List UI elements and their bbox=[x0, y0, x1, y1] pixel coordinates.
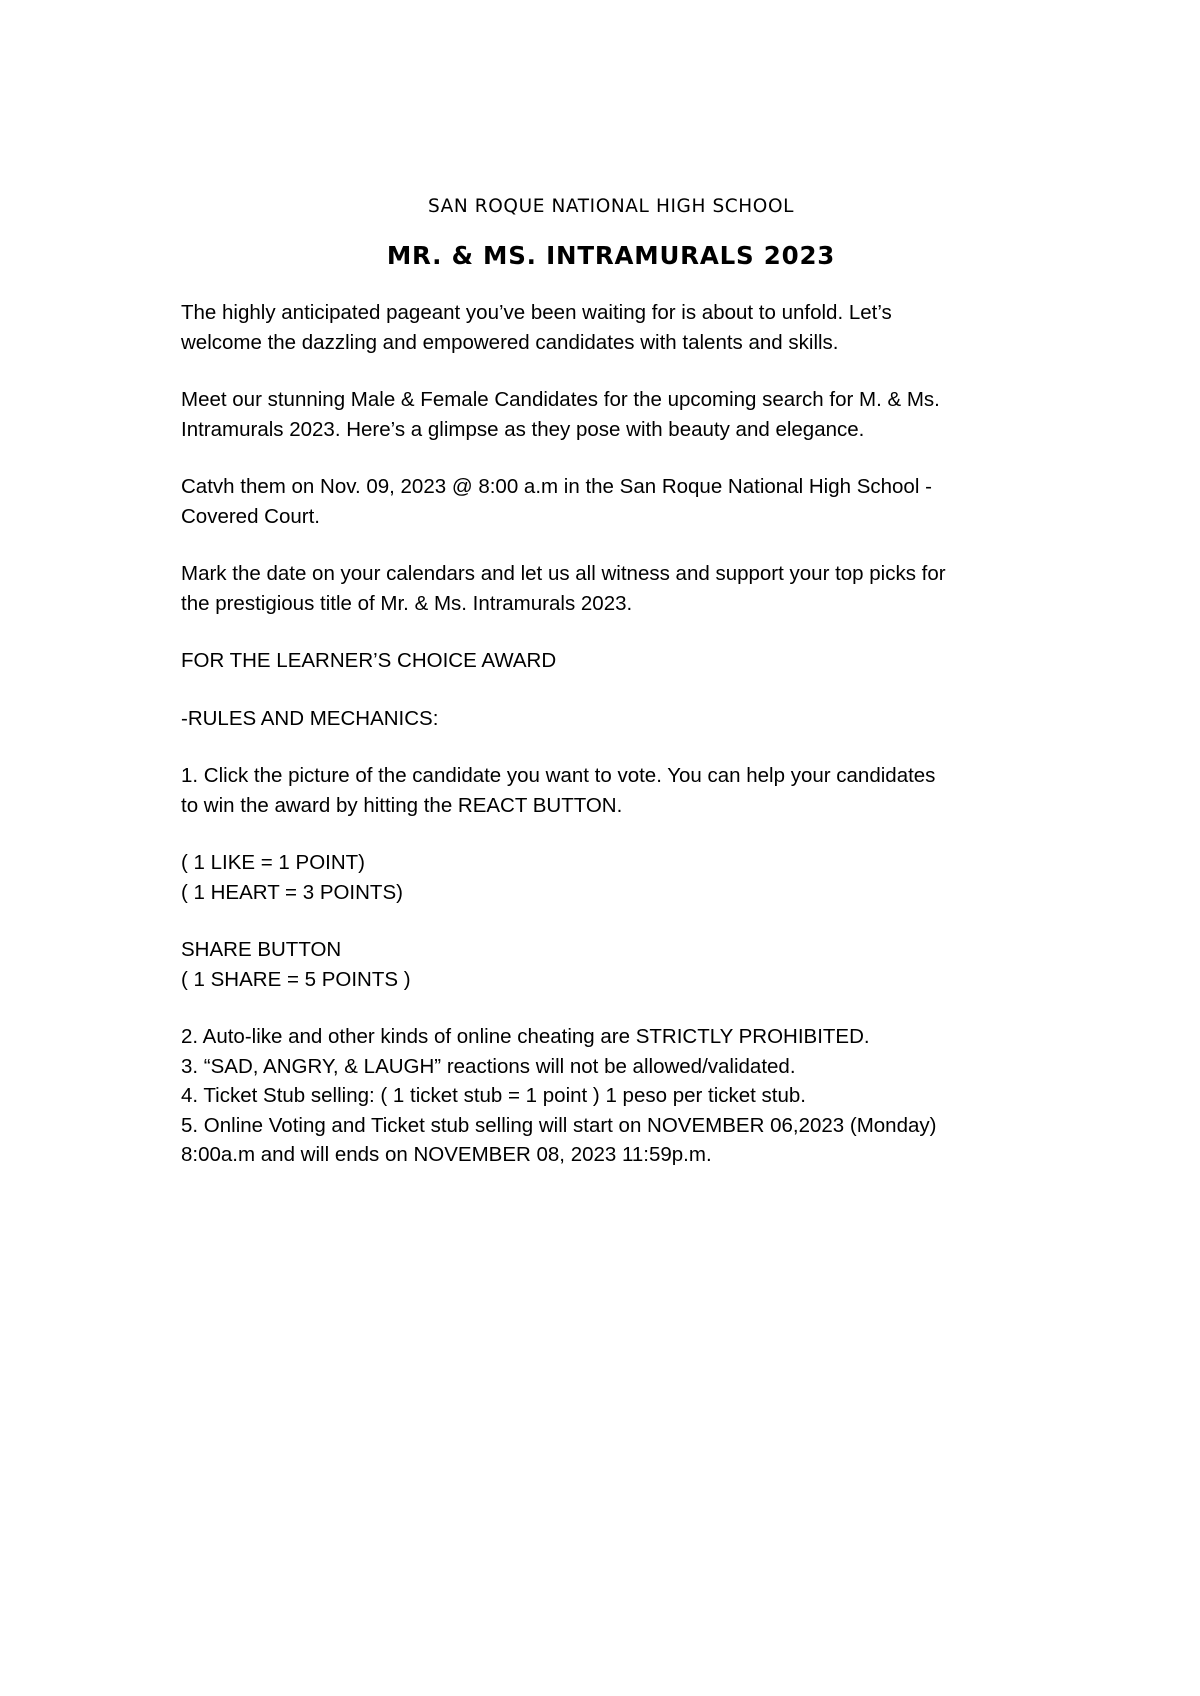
event-details-paragraph bbox=[181, 472, 1041, 531]
candidates-paragraph bbox=[181, 385, 1041, 444]
paragraph-line: ( 1 SHARE = 5 POINTS ) bbox=[181, 967, 411, 991]
rules-heading bbox=[181, 704, 1041, 734]
paragraph-line: Catvh them on Nov. 09, 2023 @ 8:00 a.m in the San Roque National High School - bbox=[181, 475, 932, 498]
paragraph-line: the prestigious title of Mr. & Ms. Intramurals 2023. bbox=[181, 591, 633, 615]
paragraph-line: Mark the date on your calendars and let us all witness and support your top picks for bbox=[181, 562, 946, 585]
rule-item: 8:00a.m and will ends on NOVEMBER 08, 2023 11:59p.m. bbox=[181, 1143, 712, 1166]
paragraph-line: ( 1 LIKE = 1 POINT) bbox=[181, 851, 365, 874]
school-name: SAN ROQUE NATIONAL HIGH SCHOOL bbox=[427, 196, 795, 217]
paragraph-line: ( 1 HEART = 3 POINTS) bbox=[181, 880, 403, 904]
award-heading bbox=[181, 646, 1041, 676]
paragraph-line: Covered Court. bbox=[181, 504, 321, 528]
paragraph-line: -RULES AND MECHANICS: bbox=[181, 706, 439, 730]
rules-list bbox=[181, 1022, 1041, 1170]
rule-item: 5. Online Voting and Ticket stub selling will start on NOVEMBER 06,2023 (Monday) bbox=[181, 1113, 937, 1137]
document-title: MR. & MS. INTRAMURALS 2023 bbox=[386, 241, 836, 270]
rule-1-paragraph bbox=[181, 761, 1041, 820]
paragraph-line: Intramurals 2023. Here’s a glimpse as they pose with beauty and elegance. bbox=[181, 417, 865, 441]
rule-item: 3. “SAD, ANGRY, & LAUGH” reactions will not be allowed/validated. bbox=[181, 1054, 796, 1078]
mark-date-paragraph bbox=[181, 559, 1041, 618]
paragraph-line: The highly anticipated pageant you’ve been waiting for is about to unfold. Let’s bbox=[181, 301, 892, 324]
paragraph-line: SHARE BUTTON bbox=[181, 938, 342, 961]
paragraph-line: Meet our stunning Male & Female Candidates for the upcoming search for M. & Ms. bbox=[181, 388, 940, 411]
rule-item: 2. Auto-like and other kinds of online cheating are STRICTLY PROHIBITED. bbox=[181, 1025, 870, 1048]
paragraph-line: FOR THE LEARNER’S CHOICE AWARD bbox=[181, 649, 557, 672]
reaction-points bbox=[181, 848, 1041, 907]
document-body bbox=[181, 194, 1041, 1170]
paragraph-line: 1. Click the picture of the candidate you want to vote. You can help your candidates bbox=[181, 764, 936, 787]
paragraph-line: to win the award by hitting the REACT BUTTON. bbox=[181, 793, 623, 817]
intro-paragraph bbox=[181, 298, 1041, 357]
rule-item: 4. Ticket Stub selling: ( 1 ticket stub = 1 point ) 1 peso per ticket stub. bbox=[181, 1084, 806, 1107]
paragraph-line: welcome the dazzling and empowered candidates with talents and skills. bbox=[181, 330, 839, 354]
share-points bbox=[181, 935, 1041, 994]
